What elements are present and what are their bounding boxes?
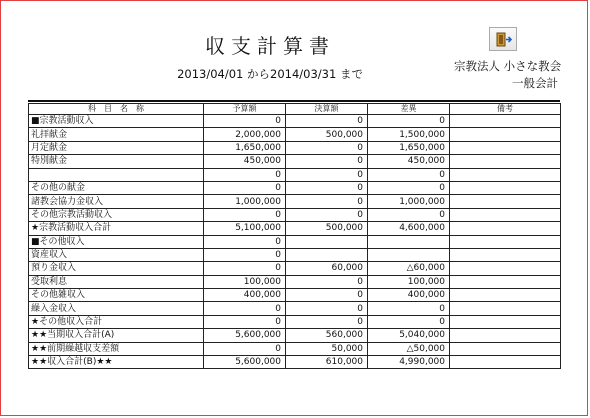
row-remarks — [450, 275, 561, 288]
row-actual: 0 — [286, 168, 368, 181]
row-difference: 4,990,000 — [368, 356, 450, 369]
row-actual: 0 — [286, 315, 368, 328]
row-remarks — [450, 222, 561, 235]
row-actual: 560,000 — [286, 329, 368, 342]
row-item-name: 繰入金収入 — [29, 302, 204, 315]
report-title: 収支計算書 — [205, 34, 335, 58]
row-remarks — [450, 356, 561, 369]
row-remarks — [450, 168, 561, 181]
col-header-item: 科 目 名 称 — [29, 104, 204, 115]
row-budget: 0 — [204, 168, 286, 181]
row-budget: 0 — [204, 262, 286, 275]
row-budget: 1,650,000 — [204, 141, 286, 154]
row-budget: 5,600,000 — [204, 329, 286, 342]
row-remarks — [450, 208, 561, 221]
row-actual: 0 — [286, 289, 368, 302]
row-difference: △60,000 — [368, 262, 450, 275]
row-remarks — [450, 128, 561, 141]
row-item-name: ■その他収入 — [29, 235, 204, 248]
row-remarks — [450, 329, 561, 342]
row-actual: 0 — [286, 302, 368, 315]
row-difference: 1,000,000 — [368, 195, 450, 208]
row-difference: 0 — [368, 315, 450, 328]
row-difference: 0 — [368, 302, 450, 315]
row-item-name: 預り金収入 — [29, 262, 204, 275]
row-difference: 5,040,000 — [368, 329, 450, 342]
row-item-name: ★★収入合計(B)★★ — [29, 356, 204, 369]
row-remarks — [450, 155, 561, 168]
row-actual: 610,000 — [286, 356, 368, 369]
row-difference: 450,000 — [368, 155, 450, 168]
report-period: 2013/04/01 から2014/03/31 まで — [177, 67, 363, 81]
row-difference: 100,000 — [368, 275, 450, 288]
row-remarks — [450, 289, 561, 302]
row-remarks — [450, 315, 561, 328]
row-difference: 0 — [368, 181, 450, 194]
row-remarks — [450, 181, 561, 194]
row-actual: 0 — [286, 155, 368, 168]
row-budget: 450,000 — [204, 155, 286, 168]
table-row — [29, 208, 561, 221]
row-item-name: その他の献金 — [29, 181, 204, 194]
row-budget: 5,600,000 — [204, 356, 286, 369]
table-row — [29, 235, 561, 248]
table-row — [29, 329, 561, 342]
row-item-name: 特別献金 — [29, 155, 204, 168]
table-row — [29, 195, 561, 208]
row-actual: 0 — [286, 181, 368, 194]
row-remarks — [450, 195, 561, 208]
table-row — [29, 275, 561, 288]
row-budget: 0 — [204, 315, 286, 328]
exit-door-icon — [496, 32, 512, 47]
organization-name — [454, 58, 561, 92]
col-header-actual: 決算額 — [286, 104, 368, 115]
row-item-name: 受取利息 — [29, 275, 204, 288]
table-row — [29, 302, 561, 315]
row-remarks — [450, 302, 561, 315]
row-difference: 1,650,000 — [368, 141, 450, 154]
row-remarks — [450, 115, 561, 128]
row-budget: 0 — [204, 248, 286, 261]
row-difference: 0 — [368, 115, 450, 128]
table-row — [29, 155, 561, 168]
col-header-difference: 差異 — [368, 104, 450, 115]
row-item-name: その他宗教活動収入 — [29, 208, 204, 221]
row-actual: 0 — [286, 115, 368, 128]
table-row — [29, 356, 561, 369]
row-item-name: 資産収入 — [29, 248, 204, 261]
row-budget: 0 — [204, 115, 286, 128]
table-header-row — [29, 104, 561, 115]
table-row — [29, 222, 561, 235]
row-budget: 0 — [204, 235, 286, 248]
account-type-line: 一般会計 — [512, 76, 558, 90]
table-row — [29, 315, 561, 328]
table-row — [29, 128, 561, 141]
row-actual — [286, 248, 368, 261]
row-actual — [286, 235, 368, 248]
row-difference: 400,000 — [368, 289, 450, 302]
row-remarks — [450, 141, 561, 154]
row-item-name: ★宗教活動収入合計 — [29, 222, 204, 235]
row-remarks — [450, 342, 561, 355]
table-row — [29, 181, 561, 194]
row-item-name: ★★当期収入合計(A) — [29, 329, 204, 342]
row-budget: 5,100,000 — [204, 222, 286, 235]
row-actual: 500,000 — [286, 128, 368, 141]
table-row — [29, 141, 561, 154]
table-row — [29, 168, 561, 181]
row-item-name: その他雑収入 — [29, 289, 204, 302]
row-item-name: 礼拝献金 — [29, 128, 204, 141]
row-difference: 1,500,000 — [368, 128, 450, 141]
row-budget: 0 — [204, 208, 286, 221]
row-difference: 0 — [368, 208, 450, 221]
org-name-line: 宗教法人 小さな教会 — [454, 59, 562, 73]
row-budget: 2,000,000 — [204, 128, 286, 141]
row-budget: 0 — [204, 181, 286, 194]
row-actual: 50,000 — [286, 342, 368, 355]
row-budget: 100,000 — [204, 275, 286, 288]
row-actual: 0 — [286, 195, 368, 208]
exit-button[interactable] — [489, 27, 517, 51]
table-row — [29, 262, 561, 275]
row-budget: 0 — [204, 342, 286, 355]
row-actual: 0 — [286, 141, 368, 154]
table-row — [29, 342, 561, 355]
col-header-remarks: 備考 — [450, 104, 561, 115]
income-statement-table — [28, 103, 561, 369]
row-remarks — [450, 262, 561, 275]
row-budget: 0 — [204, 302, 286, 315]
row-difference — [368, 235, 450, 248]
row-item-name: 月定献金 — [29, 141, 204, 154]
row-difference: △50,000 — [368, 342, 450, 355]
table-row — [29, 248, 561, 261]
row-item-name: 諸教会協力金収入 — [29, 195, 204, 208]
row-budget: 1,000,000 — [204, 195, 286, 208]
row-actual: 0 — [286, 208, 368, 221]
row-remarks — [450, 248, 561, 261]
row-item-name: ■宗教活動収入 — [29, 115, 204, 128]
row-actual: 60,000 — [286, 262, 368, 275]
row-item-name: ★その他収入合計 — [29, 315, 204, 328]
row-difference: 4,600,000 — [368, 222, 450, 235]
row-item-name: ★★前期繰越収支差額 — [29, 342, 204, 355]
row-budget: 400,000 — [204, 289, 286, 302]
row-actual: 0 — [286, 275, 368, 288]
table-row — [29, 289, 561, 302]
row-item-name — [29, 168, 204, 181]
row-remarks — [450, 235, 561, 248]
col-header-budget: 予算額 — [204, 104, 286, 115]
header-rule — [28, 100, 560, 102]
row-difference: 0 — [368, 168, 450, 181]
table-row — [29, 115, 561, 128]
row-difference — [368, 248, 450, 261]
row-actual: 500,000 — [286, 222, 368, 235]
